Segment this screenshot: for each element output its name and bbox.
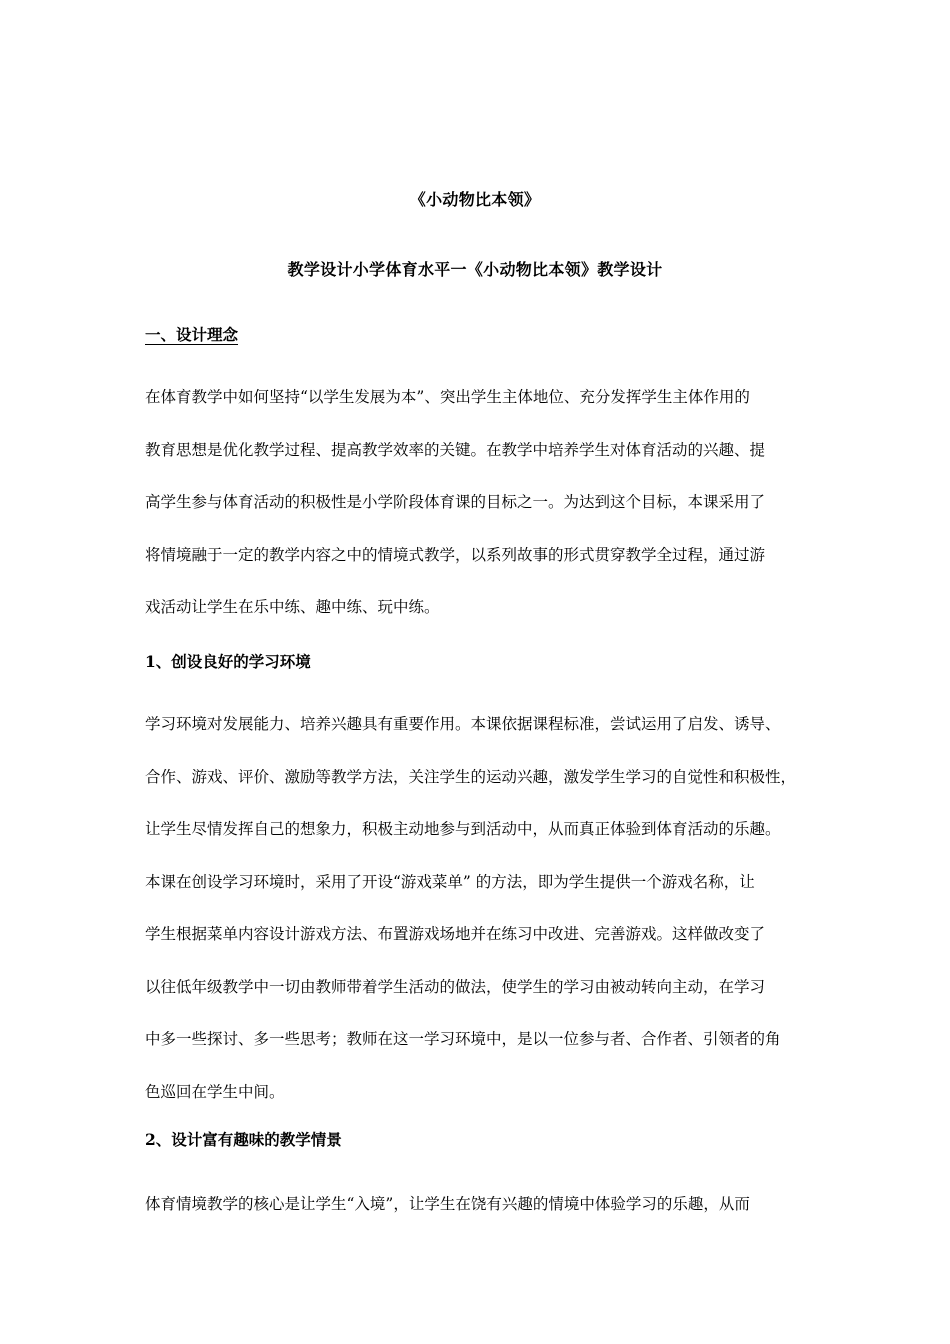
document-title: 《小动物比本领》 xyxy=(409,190,541,209)
paragraph-line: 学习环境对发展能力、培养兴趣具有重要作用。本课依据课程标准，尝试运用了启发、诱导、 xyxy=(145,715,781,733)
document-subtitle: 教学设计小学体育水平一《小动物比本领》教学设计 xyxy=(287,260,663,279)
section-heading-teaching-scenario: 2、设计富有趣味的教学情景 xyxy=(145,1130,342,1149)
section-heading-design-concept: 一、设计理念 xyxy=(145,325,239,344)
paragraph-line: 学生根据菜单内容设计游戏方法、布置游戏场地并在练习中改进、完善游戏。这样做改变了 xyxy=(145,925,766,943)
paragraph-line: 教育思想是优化教学过程、提高教学效率的关键。在教学中培养学生对体育活动的兴趣、提 xyxy=(145,440,766,459)
section-paragraph-teaching-scenario xyxy=(145,1178,810,1231)
paragraph-line: 让学生尽情发挥自己的想象力，积极主动地参与到活动中，从而真正体验到体育活动的乐趣。 xyxy=(145,820,781,838)
paragraph-line: 中多一些探讨、多一些思考；教师在这一学习环境中，是以一位参与者、合作者、引领者的角 xyxy=(145,1030,781,1048)
paragraph-line: 将情境融于一定的教学内容之中的情境式教学，以系列故事的形式贯穿教学全过程，通过游 xyxy=(145,545,766,564)
paragraph-line: 在体育教学中如何坚持“以学生发展为本”、突出学生主体地位、充分发挥学生主体作用的 xyxy=(145,388,750,406)
paragraph-line: 合作、游戏、评价、激励等教学方法，关注学生的运动兴趣，激发学生学习的自觉性和积极性， xyxy=(145,767,797,786)
section-heading-learning-environment: 1、创设良好的学习环境 xyxy=(145,652,311,671)
paragraph-line: 戏活动让学生在乐中练、趣中练、玩中练。 xyxy=(145,598,440,616)
paragraph-line: 体育情境教学的核心是让学生“入境”，让学生在饶有兴趣的情境中体验学习的乐趣，从而 xyxy=(145,1195,750,1213)
paragraph-line: 色巡回在学生中间。 xyxy=(145,1082,285,1101)
paragraph-line: 本课在创设学习环境时，采用了开设“游戏菜单” 的方法，即为学生提供一个游戏名称，让 xyxy=(145,872,755,891)
paragraph-line: 高学生参与体育活动的积极性是小学阶段体育课的目标之一。为达到这个目标，本课采用了 xyxy=(145,493,766,511)
section-paragraph-design-concept xyxy=(145,371,810,634)
paragraph-line: 以往低年级教学中一切由教师带着学生活动的做法，使学生的学习由被动转向主动，在学习 xyxy=(145,977,766,996)
section-paragraph-learning-environment xyxy=(145,698,810,1118)
